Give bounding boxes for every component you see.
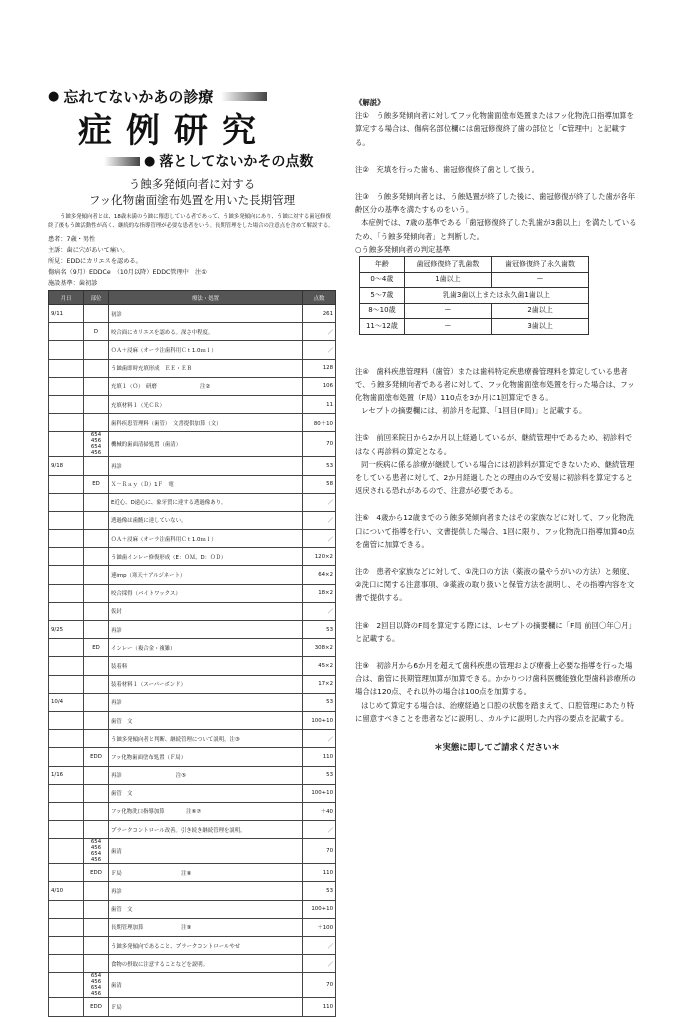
date-cell [49, 900, 84, 918]
site-cell [84, 821, 109, 839]
site-cell: ED [84, 475, 109, 493]
points-cell: ／ [303, 341, 336, 359]
procedure-cell: 再診 注⑤ [109, 766, 303, 784]
site-cell: 654 456 654 456 [84, 973, 109, 998]
procedure-cell: 食物の摂取に注意することなどを説明。 [109, 955, 303, 973]
site-cell: D [84, 323, 109, 341]
site-cell [84, 900, 109, 918]
site-cell [84, 530, 109, 548]
site-cell [84, 548, 109, 566]
column-header: 月日 [49, 291, 84, 305]
procedure-cell: 歯管 文 [109, 784, 303, 802]
judge-header: 歯冠修復終了乳歯数 [404, 257, 491, 273]
site-cell [84, 693, 109, 711]
column-header: 点数 [303, 291, 336, 305]
judge-header: 年齢 [360, 257, 405, 273]
site-cell: 654 456 654 456 [84, 432, 109, 457]
table-row [49, 657, 336, 675]
procedure-cell: 充填材料１（光ＣＲ） [109, 395, 303, 413]
points-cell: 100+10 [303, 900, 336, 918]
date-cell [49, 784, 84, 802]
date-cell [49, 937, 84, 955]
treatment-table [48, 290, 336, 1017]
judge-cell: ー [404, 319, 491, 335]
note-7: 注⑦ 患者や家族などに対して、①洗口の方法（薬液の量やうがいの方法）と頻度、②洗口に関する注意事項、③薬液の取り扱いと保管方法を説明し、その指導内容を文書で提供する。 [355, 566, 635, 603]
points-cell: 70 [303, 432, 336, 457]
procedure-cell: 歯清 [109, 973, 303, 998]
date-cell [49, 341, 84, 359]
site-cell: ED [84, 639, 109, 657]
date-cell: 1/16 [49, 766, 84, 784]
date-cell [49, 839, 84, 864]
points-cell: 53 [303, 457, 336, 475]
points-cell: 106 [303, 377, 336, 395]
date-cell [49, 918, 84, 936]
procedure-cell: 歯清 [109, 839, 303, 864]
gradient-bar [104, 157, 140, 166]
table-row [49, 998, 336, 1016]
site-cell: EDD [84, 748, 109, 766]
tagline-1: 忘れてないかあの診療 [63, 87, 214, 106]
points-cell: 70 [303, 973, 336, 998]
site-cell [84, 341, 109, 359]
date-cell: 9/25 [49, 621, 84, 639]
site-cell [84, 414, 109, 432]
points-cell: 64×2 [303, 566, 336, 584]
procedure-cell: 再診 [109, 882, 303, 900]
procedure-cell: 再診 [109, 621, 303, 639]
procedure-cell: 長期管理加算 注⑨ [109, 918, 303, 936]
site-cell [84, 711, 109, 729]
procedure-cell: ＯＡ＋浸麻（オーラ注歯科用Ｃｔ1.0ｍｌ） [109, 530, 303, 548]
judge-cell: ー [492, 272, 589, 288]
date-cell [49, 675, 84, 693]
judge-cell: 1歯以上 [404, 272, 491, 288]
procedure-cell: 装着材料１（スーパーボンド） [109, 675, 303, 693]
commentary-heading: 《解説》 [355, 98, 385, 107]
judge-cell: 3歯以上 [492, 319, 589, 335]
points-cell: ／ [303, 730, 336, 748]
table-row [49, 511, 336, 529]
judge-table [359, 256, 589, 335]
procedure-cell: 歯管 文 [109, 900, 303, 918]
column-header: 部位 [84, 291, 109, 305]
procedure-cell: 咬合採得（バイトワックス） [109, 584, 303, 602]
date-cell [49, 511, 84, 529]
date-cell [49, 395, 84, 413]
table-row [49, 882, 336, 900]
points-cell: 45×2 [303, 657, 336, 675]
table-row [49, 457, 336, 475]
points-cell: 80＋10 [303, 414, 336, 432]
site-cell [84, 395, 109, 413]
note-4: 注④ 歯科疾患管理料（歯管）または歯科特定疾患療養管理料を算定している患者で、う蝕多発傾向者である者に対して、フッ化物歯面塗布処置を行った場合は、フッ化物歯面塗布処置（F局）110点を3か月に1回算定できる。 [355, 366, 635, 402]
points-cell: ／ [303, 937, 336, 955]
points-cell: ／ [303, 955, 336, 973]
points-cell: 110 [303, 998, 336, 1016]
points-cell: 120×2 [303, 548, 336, 566]
right-column [355, 94, 639, 754]
table-row [49, 937, 336, 955]
table-row [49, 864, 336, 882]
date-cell: 9/11 [49, 305, 84, 323]
procedure-cell: 初診 [109, 305, 303, 323]
procedure-cell: 再診 [109, 457, 303, 475]
procedure-cell: 仮封 [109, 602, 303, 620]
table-row [49, 548, 336, 566]
tagline-top [48, 86, 336, 106]
note-3: 注③ う蝕多発傾向者とは、う蝕処置が終了した後に、歯冠修復が終了した歯が各年齢区分の基準を満たすものをいう。 [355, 192, 636, 215]
date-cell [49, 566, 84, 584]
table-row [49, 566, 336, 584]
tagline-bottom [104, 152, 336, 170]
points-cell: 100+10 [303, 784, 336, 802]
procedure-cell: ＯＡ＋浸麻（オーラ注歯科用Ｃｔ1.0ｍｌ） [109, 341, 303, 359]
points-cell: ／ [303, 323, 336, 341]
points-cell: ＋40 [303, 802, 336, 820]
table-row [49, 730, 336, 748]
note-4-detail: レセプトの摘要欄には、初診月を起算、「1回目(F局)」と記載する。 [361, 406, 587, 416]
site-cell [84, 802, 109, 820]
note-9: 注⑨ 初診月から6か月を超えて歯科疾患の管理および療養上必要な指導を行った場合は、歯管に長期管理加算が加算できる。かかりつけ歯科医機能強化型歯科診療所の場合は120点、それ以外の場合は100点を加算する。 [355, 660, 636, 697]
table-row [49, 748, 336, 766]
site-cell [84, 918, 109, 936]
judge-row [360, 319, 589, 335]
judge-cell: 2歯以上 [492, 303, 589, 319]
table-body [49, 305, 336, 1017]
site-cell [84, 584, 109, 602]
site-cell: 654 456 654 456 [84, 839, 109, 864]
table-row [49, 711, 336, 729]
points-cell: ／ [303, 530, 336, 548]
procedure-cell: フッ化物歯面塗布処置（Ｆ局） [109, 748, 303, 766]
note-5-detail: 同一疾病に係る診療が継続している場合には初診料が算定できないため、継続管理をしている患者に対して、2か月経過したとの理由のみで安易に初診料を算定すると返戻される恐れがあるので、注意が必要である。 [355, 459, 635, 496]
site-cell [84, 377, 109, 395]
date-cell: 4/10 [49, 882, 84, 900]
table-row [49, 900, 336, 918]
points-cell: 18×2 [303, 584, 336, 602]
judge-cell: 11〜12歳 [360, 319, 405, 335]
note-3-detail: 本症例では、7歳の基準である「歯冠修復終了した乳歯が3歯以上」を満たしているため、「う蝕多発傾向者」と判断した。 [355, 218, 637, 241]
date-cell [49, 821, 84, 839]
note-8: 注⑧ 2回目以降のF局を算定する際には、レセプトの摘要欄に「F局 前回〇年〇月」と記載する。 [355, 620, 636, 643]
subtitle-2: フッ化物歯面塗布処置を用いた長期管理 [88, 193, 296, 207]
date-cell: 10/4 [49, 693, 84, 711]
procedure-cell: 連imp（寒天＋アルジネート） [109, 566, 303, 584]
date-cell [49, 711, 84, 729]
site-cell [84, 784, 109, 802]
judge-cell: 8〜10歳 [360, 303, 405, 319]
points-cell: ＋100 [303, 918, 336, 936]
note-9-detail: はじめて算定する場合は、治療経過と口腔の状態を踏まえて、口腔管理にあたり特に留意すべきことを患者などに説明し、カルテに説明した内容の要点を記載する。 [355, 700, 635, 723]
date-cell [49, 657, 84, 675]
procedure-cell: 歯管 文 [109, 711, 303, 729]
points-cell: 100+10 [303, 711, 336, 729]
table-row [49, 802, 336, 820]
note-2: 注② 充填を行った歯も、歯冠修復終了歯として扱う。 [355, 164, 540, 174]
table-row [49, 359, 336, 377]
judge-cell: 0〜4歳 [360, 272, 405, 288]
points-cell: ／ [303, 602, 336, 620]
table-header-row [49, 291, 336, 305]
date-cell [49, 323, 84, 341]
site-cell: EDD [84, 998, 109, 1016]
procedure-cell: Ｆ局 [109, 998, 303, 1016]
table-row [49, 323, 336, 341]
table-row [49, 693, 336, 711]
procedure-cell: Ｆ局 注⑧ [109, 864, 303, 882]
closing-text: ＊実態に即してご請求ください＊ [434, 742, 560, 752]
table-row [49, 530, 336, 548]
bullet-icon: ● [144, 153, 156, 169]
site-cell [84, 675, 109, 693]
table-row [49, 395, 336, 413]
points-cell: ／ [303, 511, 336, 529]
date-cell: 9/18 [49, 457, 84, 475]
date-cell [49, 639, 84, 657]
points-cell: 17×2 [303, 675, 336, 693]
points-cell: 53 [303, 882, 336, 900]
points-cell: 261 [303, 305, 336, 323]
table-row [49, 973, 336, 998]
table-row [49, 414, 336, 432]
points-cell: 70 [303, 839, 336, 864]
site-cell [84, 493, 109, 511]
procedure-cell: 装着料 [109, 657, 303, 675]
procedure-cell: 透過像は歯髄に達していない。 [109, 511, 303, 529]
points-cell: 128 [303, 359, 336, 377]
date-cell [49, 973, 84, 998]
tagline-2: 落としてないかその点数 [159, 154, 314, 170]
procedure-cell: インレー（複合金・複雑） [109, 639, 303, 657]
procedure-cell: プラークコントロール改善。引き続き継続管理を説明。 [109, 821, 303, 839]
date-cell [49, 864, 84, 882]
judge-cell: ー [404, 303, 491, 319]
table-row [49, 766, 336, 784]
date-cell [49, 493, 84, 511]
table-row [49, 955, 336, 973]
column-header: 療法・処置 [109, 291, 303, 305]
patient-findings: 所見：EDDにカリエスを認める。 [48, 258, 142, 265]
table-row [49, 639, 336, 657]
date-cell [49, 602, 84, 620]
site-cell [84, 657, 109, 675]
patient-info [48, 234, 336, 289]
procedure-cell: う蝕歯インレー修復形成（E：ＯＭ、D：ＯＤ） [109, 548, 303, 566]
judge-title: ○う蝕多発傾向者の判定基準 [355, 244, 451, 254]
points-cell: 58 [303, 475, 336, 493]
date-cell [49, 414, 84, 432]
table-row [49, 784, 336, 802]
points-cell: 110 [303, 864, 336, 882]
note-6: 注⑥ 4歳から12歳までのう蝕多発傾向者またはその家族などに対して、フッ化物洗口について指導を行い、文書提供した場合、1回に限り、フッ化物洗口指導加算40点を歯管に加算できる。 [355, 513, 635, 549]
procedure-cell: う蝕多発傾向者と判断、継続管理について説明。注③ [109, 730, 303, 748]
date-cell [49, 530, 84, 548]
gradient-bar [221, 92, 267, 101]
date-cell [49, 998, 84, 1016]
subtitle-1: う蝕多発傾向者に対する [128, 177, 256, 191]
judge-row [360, 272, 589, 288]
procedure-cell: 歯科疾患管理料（歯管） 文書提供加算（文） [109, 414, 303, 432]
date-cell [49, 584, 84, 602]
table-row [49, 839, 336, 864]
table-row [49, 675, 336, 693]
table-row [49, 621, 336, 639]
table-row [49, 602, 336, 620]
procedure-cell: Ｘ－Ｒａｙ（Ｄ）1Ｆ 電 [109, 475, 303, 493]
judge-cell: 5〜7歳 [360, 288, 405, 304]
intro-text: う蝕多発傾向者とは、18歳未満のう蝕に罹患している者であって、う蝕多発傾向にあり、う蝕に対する歯冠修復終了後もう蝕活動性が高く、継続的な指導管理が必要な患者をいう。長期管理をした場合の注意点を含めて解説する。 [48, 214, 334, 229]
procedure-cell: E近心、D遠心に、象牙質に達する透過像あり。 [109, 493, 303, 511]
date-cell [49, 748, 84, 766]
note-5: 注⑤ 前回来院日から2か月以上経過しているが、継続管理中であるため、初診料ではなく再診料の算定となる。 [355, 433, 633, 456]
date-cell [49, 359, 84, 377]
site-cell [84, 937, 109, 955]
table-row [49, 475, 336, 493]
table-row [49, 305, 336, 323]
points-cell: 53 [303, 621, 336, 639]
patient-complaint: 主訴：歯に穴があいて痛い。 [48, 247, 129, 254]
site-cell [84, 602, 109, 620]
procedure-cell: 再診 [109, 693, 303, 711]
left-column [48, 86, 336, 1017]
judge-cell: 乳歯3歯以上または永久歯1歯以上 [404, 288, 588, 304]
table-row [49, 493, 336, 511]
date-cell [49, 802, 84, 820]
procedure-cell: 機械的歯面清掃処置（歯清） [109, 432, 303, 457]
site-cell [84, 566, 109, 584]
judge-row [360, 303, 589, 319]
site-cell [84, 359, 109, 377]
points-cell: 308×2 [303, 639, 336, 657]
patient-disease: 傷病名（9月）EDDCe （10月以降）EDDC管理中 注① [48, 269, 207, 276]
procedure-cell: う蝕多発傾向であること、プラークコントロールやせ [109, 937, 303, 955]
date-cell [49, 548, 84, 566]
site-cell [84, 305, 109, 323]
table-row [49, 821, 336, 839]
patient-age: 患者：7歳・男性 [48, 236, 96, 243]
bullet-icon: ● [48, 88, 60, 104]
points-cell: 53 [303, 693, 336, 711]
note-1: 注① う蝕多発傾向者に対してフッ化物歯面塗布処置またはフッ化物洗口指導加算を算定する場合は、傷病名部位欄には歯冠修復終了歯の部位と「C管理中」と記載する。 [355, 111, 635, 147]
table-row [49, 584, 336, 602]
points-cell: 11 [303, 395, 336, 413]
judge-header-row [360, 257, 589, 273]
judge-row [360, 288, 589, 304]
site-cell [84, 621, 109, 639]
site-cell [84, 511, 109, 529]
date-cell [49, 955, 84, 973]
site-cell [84, 730, 109, 748]
points-cell: 53 [303, 766, 336, 784]
date-cell [49, 377, 84, 395]
procedure-cell: 咬合面にカリエスを認める。深さ中程度。 [109, 323, 303, 341]
points-cell: 110 [303, 748, 336, 766]
site-cell [84, 766, 109, 784]
site-cell: EDD [84, 864, 109, 882]
procedure-cell: う蝕歯即時充填形成 ＥＥ・ＥＢ [109, 359, 303, 377]
procedure-cell: フッ化物洗口指導加算 注⑥⑦ [109, 802, 303, 820]
points-cell: ／ [303, 493, 336, 511]
page-title: 症例研究 [78, 111, 270, 151]
procedure-cell: 充填１（Ｏ） 研磨 注② [109, 377, 303, 395]
site-cell [84, 457, 109, 475]
site-cell [84, 955, 109, 973]
date-cell [49, 475, 84, 493]
date-cell [49, 730, 84, 748]
site-cell [84, 882, 109, 900]
table-row [49, 918, 336, 936]
table-row [49, 377, 336, 395]
date-cell [49, 432, 84, 457]
judge-header: 歯冠修復終了永久歯数 [492, 257, 589, 273]
table-row [49, 432, 336, 457]
table-row [49, 341, 336, 359]
points-cell: ／ [303, 821, 336, 839]
facility-standard: 施設基準：歯初診 [48, 280, 98, 287]
